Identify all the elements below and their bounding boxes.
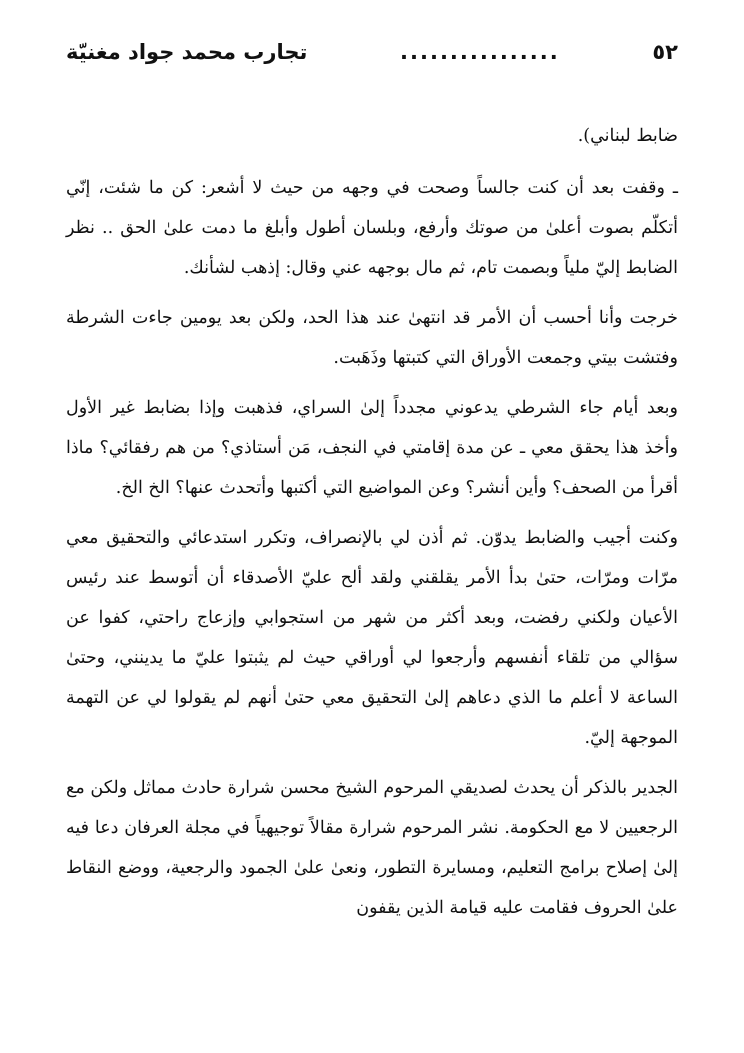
paragraph: وبعد أيام جاء الشرطي يدعوني مجدداً إلىٰ السراي، فذهبت وإذا بضابط غير الأول وأخذ هذا يحقق معي ـ عن مدة إقامتي في النجف، مَن أستاذي؟ من هم رفقائي؟ ماذا أقرأ من الصحف؟ وأين أنشر؟ وعن المواضيع التي أكتبها وأتحدث عنها؟ الخ الخ. bbox=[66, 398, 678, 498]
page-body bbox=[66, 116, 678, 928]
header-leader-dots: ................ bbox=[400, 40, 560, 64]
page-number: ٥٢ bbox=[652, 40, 678, 64]
paragraph: ضابط لبناني). bbox=[577, 126, 678, 146]
book-title: تجارب محمد جواد مغنيّة bbox=[66, 40, 308, 64]
paragraph: وكنت أجيب والضابط يدوّن. ثم أذن لي بالإنصراف، وتكرر استدعائي والتحقيق معي مرّات ومرّات، حتىٰ بدأ الأمر يقلقني ولقد ألح عليّ الأصدقاء أن أتوسط عند رئيس الأعيان ولكني رفضت، وبعد أكثر من شهر من استجوابي وإزعاج راحتي، كفوا عن سؤالي من تلقاء أنفسهم وأرجعوا لي أوراقي حيث لم يثبتوا عليّ ما يدينني، وحتىٰ الساعة لا أعلم ما الذي دعاهم إلىٰ التحقيق معي حتىٰ أنهم لم يقولوا لي عن التهمة الموجهة إليّ. bbox=[66, 528, 678, 748]
paragraph: ـ وقفت بعد أن كنت جالساً وصحت في وجهه من حيث لا أشعر: كن ما شئت، إنّي أتكلّم بصوت أعلىٰ من صوتك وأرفع، وبلسان أطول وأبلغ ما دمت علىٰ الحق .. نظر الضابط إليّ ملياً وبصمت تام، ثم مال بوجهه عني وقال: إذهب لشأنك. bbox=[66, 178, 678, 278]
paragraph: خرجت وأنا أحسب أن الأمر قد انتهىٰ عند هذا الحد، ولكن بعد يومين جاءت الشرطة وفتشت بيتي وجمعت الأوراق التي كتبتها وذَهَبت. bbox=[66, 308, 678, 368]
running-header bbox=[66, 40, 678, 88]
paragraph: الجدير بالذكر أن يحدث لصديقي المرحوم الشيخ محسن شرارة حادث مماثل ولكن مع الرجعيين لا مع الحكومة. نشر المرحوم شرارة مقالاً توجيهياً في مجلة العرفان دعا فيه إلىٰ إصلاح برامج التعليم، ومسايرة التطور، ونعىٰ علىٰ الجمود والرجعية، ووضع النقاط علىٰ الحروف فقامت عليه قيامة الذين يقفون bbox=[66, 778, 678, 918]
